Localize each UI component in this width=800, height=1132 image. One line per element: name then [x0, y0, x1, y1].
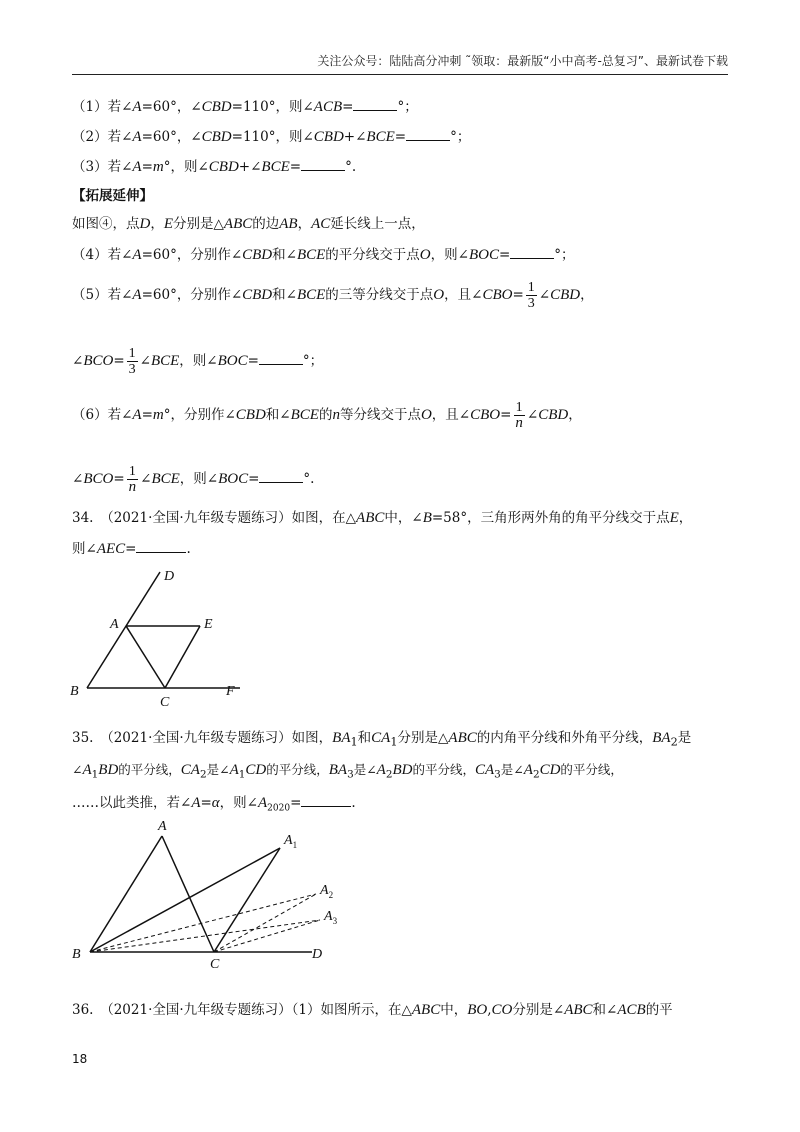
answer-blank	[259, 350, 303, 365]
question-34-continued: 则∠AEC= .	[72, 538, 191, 559]
label-a2: $A_2$	[320, 883, 334, 900]
item-3: （3）若∠A=m°，则∠CBD+∠BCE= °.	[72, 156, 356, 177]
line-ac	[162, 836, 214, 952]
answer-blank	[353, 96, 397, 111]
answer-blank	[136, 538, 186, 553]
answer-blank	[510, 244, 554, 259]
item-2: （2）若∠A=60°，∠CBD=110°，则∠CBD+∠BCE= °；	[72, 126, 470, 147]
section-heading-extension: 【拓展延伸】	[72, 188, 153, 204]
label-b: B	[72, 947, 81, 962]
item-6-continued: ∠BCO= $\frac{1}{n}$ ∠BCE，则∠BOC= °.	[72, 464, 315, 495]
line-ba1	[90, 848, 280, 952]
header-text: 关注公众号：陆陆高分冲刺 ˜领取：最新版“小中高考-总复习”、最新试卷下载	[317, 54, 728, 68]
fraction: $\frac{1}{3}$	[527, 280, 535, 311]
item-1: （1）若∠A=60°，∠CBD=110°，则∠ACB= °；	[72, 96, 418, 117]
fraction: $\frac{1}{n}$	[515, 400, 523, 431]
label-a1: $A_1$	[284, 833, 298, 850]
label-a: A	[158, 819, 167, 834]
figure4-intro: 如图④，点D，E分别是△ABC的边AB，AC延长线上一点，	[72, 216, 425, 232]
line-ba3	[90, 920, 320, 952]
line-ba2	[90, 894, 316, 952]
fraction: $\frac{1}{3}$	[128, 346, 136, 377]
item-6: （6）若∠A=m°，分别作∠CBD和∠BCE的n等分线交于点O，且∠CBO= $\frac{1}{n}$ ∠CBD，	[72, 400, 582, 431]
answer-blank	[301, 156, 345, 171]
question-35: 35. （2021·全国·九年级专题练习）如图，$BA_1$和$CA_1$分别是△ABC的内角平分线和外角平分线，$BA_2$是	[72, 730, 692, 749]
label-e: E	[204, 617, 213, 632]
answer-blank	[259, 468, 303, 483]
line-ca3	[214, 920, 320, 952]
label-d: D	[312, 947, 323, 962]
label-d: D	[164, 569, 175, 584]
answer-blank	[406, 126, 450, 141]
line-ac	[126, 626, 165, 688]
page-header	[72, 52, 728, 75]
label-c: C	[210, 957, 220, 972]
figure-question-35	[62, 812, 362, 972]
label-b: B	[70, 684, 79, 699]
question-35-line-3: ……以此类推，若∠A=α，则$\angle A_{2020}=$ .	[72, 792, 356, 819]
question-35-line-2: $\angle A_1BD$的平分线，$CA_2$是$\angle A_1CD$的平分线，$BA_3$是$\angle A_2BD$的平分线，$CA_3$是$\angle A_2CD$的平分线，	[72, 762, 623, 781]
line-ca1	[214, 848, 280, 952]
item-5: （5）若∠A=60°，分别作∠CBD和∠BCE的三等分线交于点O，且∠CBO= $\frac{1}{3}$ ∠CBD，	[72, 280, 594, 311]
label-a3: $A_3$	[324, 909, 338, 926]
fraction: $\frac{1}{n}$	[128, 464, 137, 495]
label-a: A	[110, 617, 119, 632]
page-number: 18	[72, 1052, 88, 1066]
figure-question-34	[60, 560, 260, 710]
label-c: C	[160, 695, 170, 710]
question-36: 36. （2021·全国·九年级专题练习）（1）如图所示，在△ABC中，BO,CO分别是∠ABC和∠ACB的平	[72, 1002, 673, 1018]
line-ba	[90, 836, 162, 952]
item-4: （4）若∠A=60°，分别作∠CBD和∠BCE的平分线交于点O，则∠BOC= °；	[72, 244, 575, 265]
label-f: F	[226, 684, 235, 699]
question-34: 34. （2021·全国·九年级专题练习）如图，在△ABC中，∠B=58°，三角形两外角的角平分线交于点E，	[72, 510, 693, 526]
line-bd	[87, 572, 160, 688]
item-5-continued: ∠BCO= $\frac{1}{3}$ ∠BCE，则∠BOC= °；	[72, 346, 324, 377]
answer-blank	[301, 792, 351, 807]
line-ec	[165, 626, 200, 688]
